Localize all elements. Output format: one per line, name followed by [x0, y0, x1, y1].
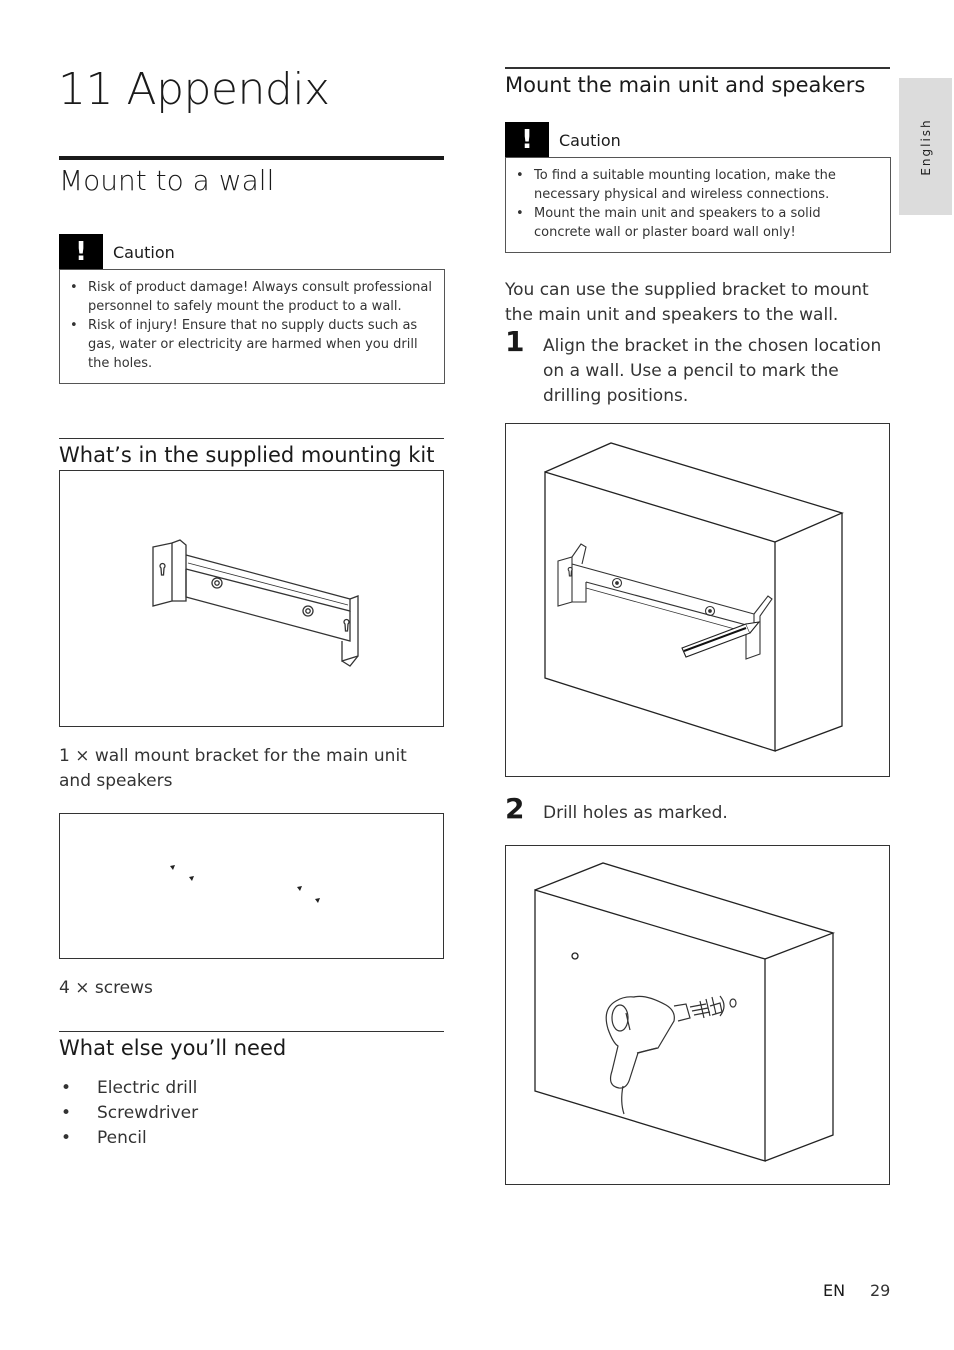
subsection-heading-mount-unit: Mount the main unit and speakers	[505, 73, 866, 97]
step2-figure	[505, 845, 890, 1185]
caution-label: Caution	[559, 130, 621, 150]
screws-figure	[59, 813, 444, 959]
section-heading-mount-wall: Mount to a wall	[59, 164, 275, 197]
chapter-title: 11 Appendix	[58, 64, 330, 115]
page-number: 29	[870, 1281, 891, 1300]
drilling-wall-illustration	[506, 846, 889, 1184]
language-tab-label: English	[918, 117, 933, 176]
exclamation-icon: !	[59, 234, 103, 270]
caution-box-left	[59, 269, 445, 384]
wall-bracket-illustration	[60, 471, 443, 726]
bracket-figure	[59, 470, 444, 727]
caution-header-left	[59, 234, 175, 270]
caution-item: • To find a suitable mounting location, make the necessary physical and wireless connections.	[534, 166, 880, 204]
marking-wall-illustration	[506, 424, 889, 776]
step-number: 1	[505, 325, 525, 358]
subsection-rule	[59, 438, 444, 439]
step-text: Drill holes as marked.	[543, 803, 728, 823]
screws-caption: 4 × screws	[59, 978, 153, 998]
caution-item: • Mount the main unit and speakers to a solid concrete wall or plaster board wall only!	[534, 204, 880, 242]
step-text: Align the bracket in the chosen location on a wall. Use a pencil to mark the drilling positions.	[543, 336, 882, 406]
subsection-rule	[59, 1031, 444, 1032]
section-rule	[59, 156, 444, 160]
caution-item: • Risk of injury! Ensure that no supply ducts such as gas, water or electricity are harmed when you drill the holes.	[88, 316, 434, 373]
list-item: • Screwdriver	[59, 1101, 198, 1126]
intro-text: You can use the supplied bracket to mount the main unit and speakers to the wall.	[505, 280, 869, 325]
step1-figure	[505, 423, 890, 777]
tools-list	[59, 1076, 198, 1151]
footer-lang-code: EN	[823, 1281, 846, 1300]
exclamation-icon: !	[505, 122, 549, 158]
subsection-heading-need: What else you’ll need	[59, 1036, 287, 1060]
subsection-rule	[505, 67, 890, 69]
bracket-caption: 1 × wall mount bracket for the main unit and speakers	[59, 746, 407, 791]
subsection-heading-kit: What’s in the supplied mounting kit	[59, 443, 435, 467]
screws-illustration	[60, 814, 443, 958]
language-tab	[899, 78, 952, 215]
list-item: • Electric drill	[59, 1076, 198, 1101]
caution-label: Caution	[113, 242, 175, 262]
caution-box-right	[505, 157, 891, 253]
caution-item: • Risk of product damage! Always consult professional personnel to safely mount the product to a wall.	[88, 278, 434, 316]
step-number: 2	[505, 792, 525, 825]
caution-header-right	[505, 122, 621, 158]
list-item: • Pencil	[59, 1126, 198, 1151]
